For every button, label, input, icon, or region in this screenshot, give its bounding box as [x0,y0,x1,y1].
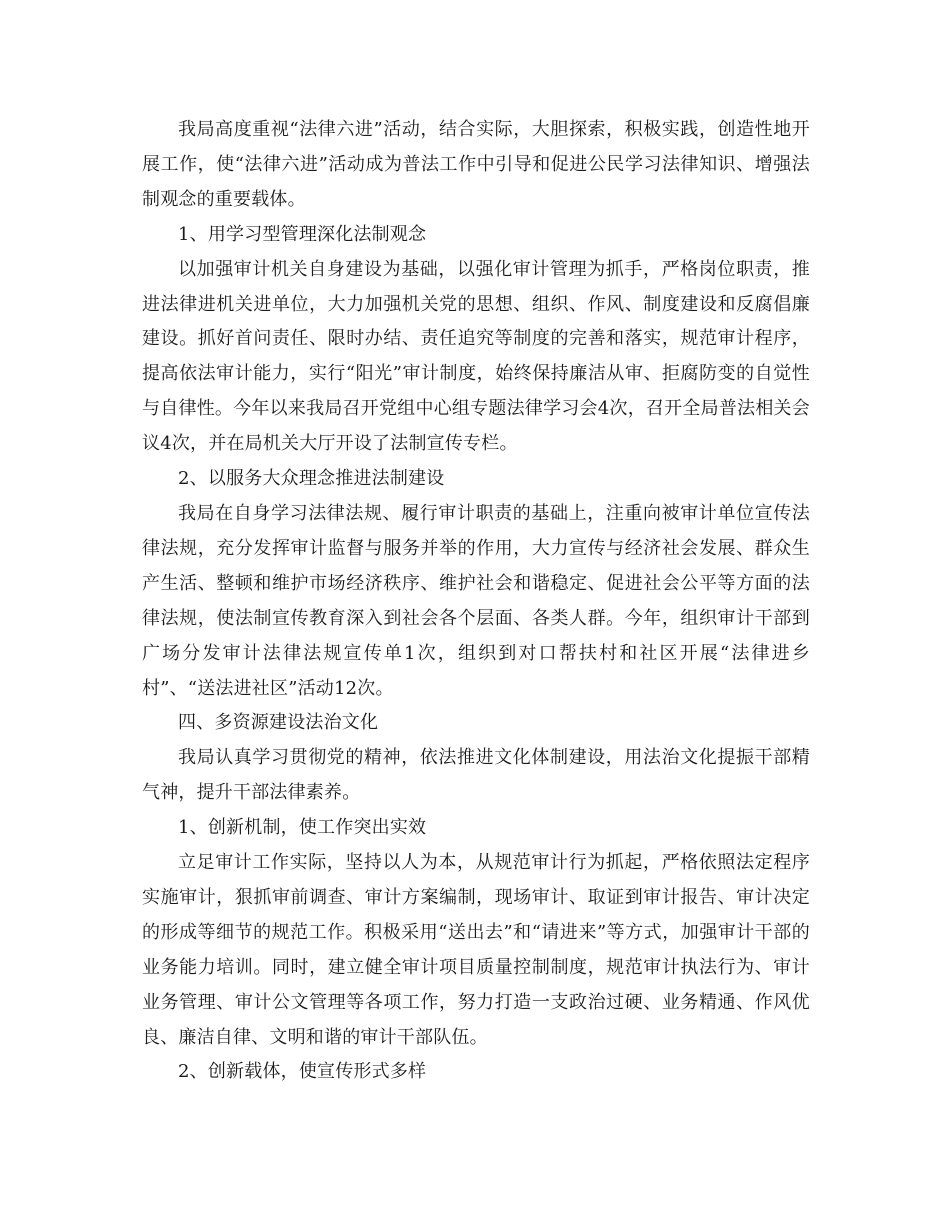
section-heading-innovate-mechanism: 1、创新机制，使工作突出实效 [178,817,427,839]
chapter-heading-4: 四、多资源建设法治文化 [178,712,379,734]
section-heading-innovate-carrier: 2、创新载体，使宣传形式多样 [178,1061,427,1083]
paragraph-intro: 我局高度重视“法律六进”活动，结合实际，大胆探索，积极实践，创造性地开展工作，使“法律六进”活动成为普法工作中引导和促进公民学习法律知识、增强法制观念的重要载体。 [142,119,810,210]
section-heading-2: 2、以服务大众理念推进法制建设 [178,468,445,490]
section-heading-1: 1、用学习型管理深化法制观念 [178,223,427,245]
paragraph-learning-management: 以加强审计机关自身建设为基础，以强化审计管理为抓手，严格岗位职责，推进法律进机关进单位，大力加强机关党的思想、组织、作风、制度建设和反腐倡廉建设。抓好首问责任、限时办结、责任追究等制度的完善和落实，规范审计程序，提高依法审计能力，实行“阳光”审计制度，始终保持廉洁从审、拒腐防变的自觉性与自律性。今年以来我局召开党组中心组专题法律学习会4次，召开全局普法相关会议4次，并在局机关大厅开设了法制宣传专栏。 [142,258,810,455]
paragraph-audit-practice: 立足审计工作实际，坚持以人为本，从规范审计行为抓起，严格依照法定程序实施审计，狠抓审前调查、审计方案编制，现场审计、取证到审计报告、审计决定的形成等细节的规范工作。积极采用“送出去”和“请进来”等方式，加强审计干部的业务能力培训。同时，建立健全审计项目质量控制制度，规范审计执法行为、审计业务管理、审计公文管理等各项工作，努力打造一支政治过硬、业务精通、作风优良、廉洁自律、文明和谐的审计干部队伍。 [142,852,810,1048]
document-body [142,113,810,1090]
paragraph-public-service: 我局在自身学习法律法规、履行审计职责的基础上，注重向被审计单位宣传法律法规，充分发挥审计监督与服务并举的作用，大力宣传与经济社会发展、群众生产生活、整顿和维护市场经济秩序、维护社会和谐稳定、促进社会公平等方面的法律法规，使法制宣传教育深入到社会各个层面、各类人群。今年，组织审计干部到广场分发审计法律法规宣传单1次，组织到对口帮扶村和社区开展“法律进乡村”、“送法进社区”活动12次。 [142,502,810,699]
paragraph-legal-culture: 我局认真学习贯彻党的精神，依法推进文化体制建设，用法治文化提振干部精气神，提升干部法律素养。 [142,747,810,804]
